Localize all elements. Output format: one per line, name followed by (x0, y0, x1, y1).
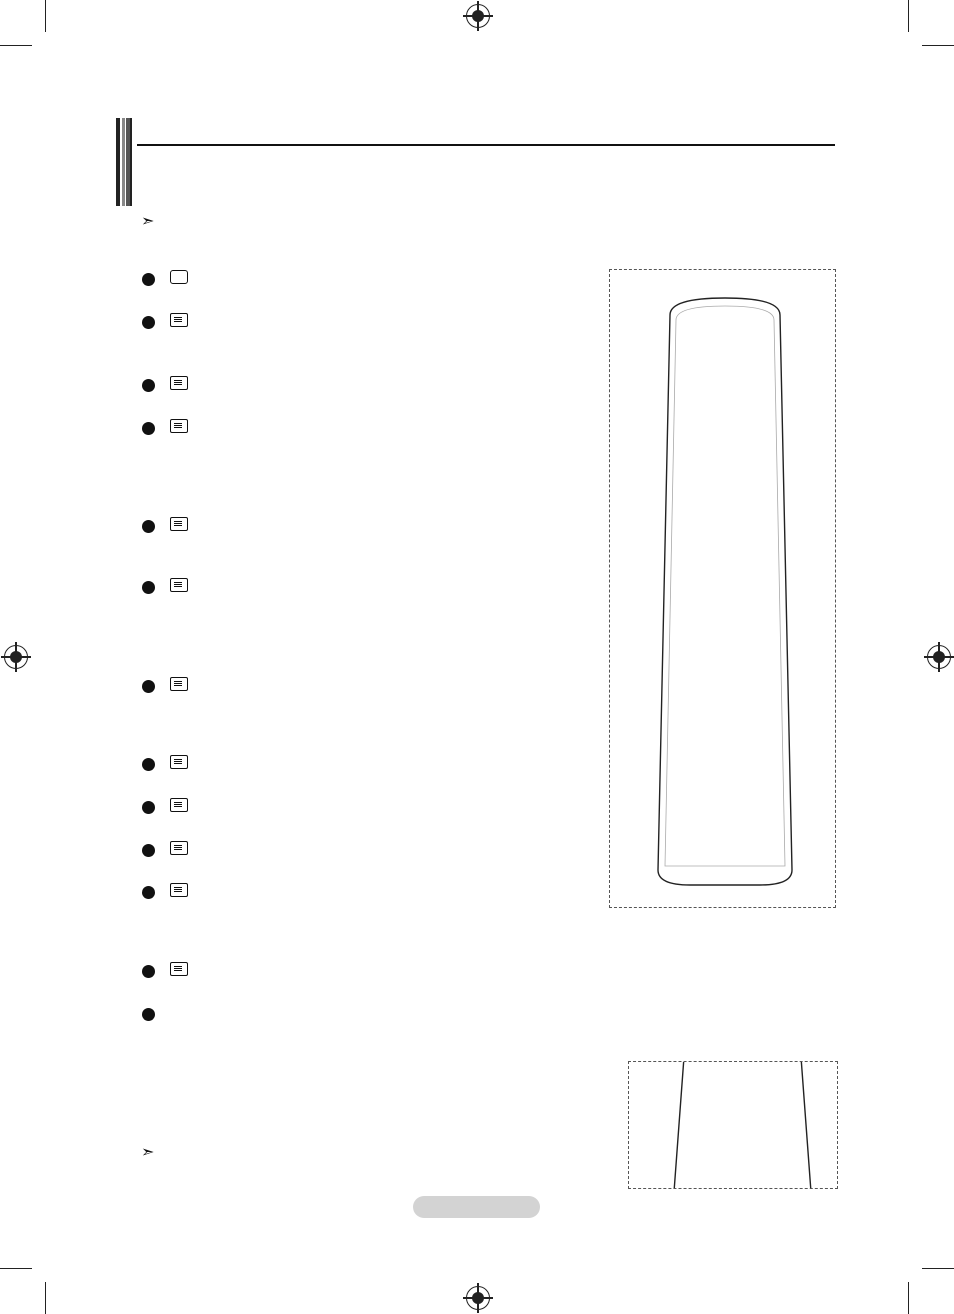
crop-mark (45, 1282, 46, 1314)
item-number (142, 886, 155, 899)
crop-mark (922, 45, 954, 46)
item-heading (170, 755, 193, 769)
registration-mark-icon (466, 1286, 490, 1310)
crop-mark (922, 1268, 954, 1269)
item-number (142, 581, 155, 594)
crop-mark (0, 1268, 32, 1269)
page-number (413, 1196, 540, 1218)
title-bar-decoration (116, 118, 132, 206)
teletext-icon (170, 419, 188, 433)
note-arrow-icon: ➣ (141, 213, 155, 230)
teletext-icon (170, 677, 188, 691)
teletext-icon (170, 376, 188, 390)
crop-mark (45, 0, 46, 32)
item-number (142, 520, 155, 533)
item-heading (170, 376, 193, 390)
crop-mark (908, 0, 909, 32)
remote-detail (628, 1061, 838, 1189)
tv-exit-icon (170, 270, 188, 284)
teletext-icon (170, 313, 188, 327)
teletext-icon (170, 578, 188, 592)
note-arrow-icon: ➣ (141, 1144, 155, 1161)
item-heading (170, 798, 193, 812)
item-heading (170, 883, 193, 897)
registration-mark-icon (466, 4, 490, 28)
item-number (142, 801, 155, 814)
item-number (142, 316, 155, 329)
item-heading (170, 578, 193, 592)
item-heading (170, 962, 193, 976)
crop-mark (0, 45, 32, 46)
registration-mark-icon (4, 645, 28, 669)
item-number (142, 758, 155, 771)
item-number (142, 965, 155, 978)
item-number (142, 844, 155, 857)
teletext-icon (170, 755, 188, 769)
remote-diagram (609, 269, 836, 908)
item-heading (170, 517, 193, 531)
teletext-icon (170, 883, 188, 897)
teletext-icon (170, 962, 188, 976)
teletext-icon (170, 841, 188, 855)
title-rule (137, 144, 835, 146)
item-heading (170, 677, 193, 691)
crop-mark (908, 1282, 909, 1314)
item-number (142, 422, 155, 435)
item-number (142, 379, 155, 392)
item-heading (170, 313, 193, 327)
item-number (142, 680, 155, 693)
item-heading (170, 419, 193, 433)
item-heading (170, 841, 193, 855)
teletext-icon (170, 517, 188, 531)
item-heading (170, 270, 193, 284)
registration-mark-icon (927, 645, 951, 669)
item-number (142, 1008, 155, 1021)
teletext-icon (170, 798, 188, 812)
item-number (142, 273, 155, 286)
